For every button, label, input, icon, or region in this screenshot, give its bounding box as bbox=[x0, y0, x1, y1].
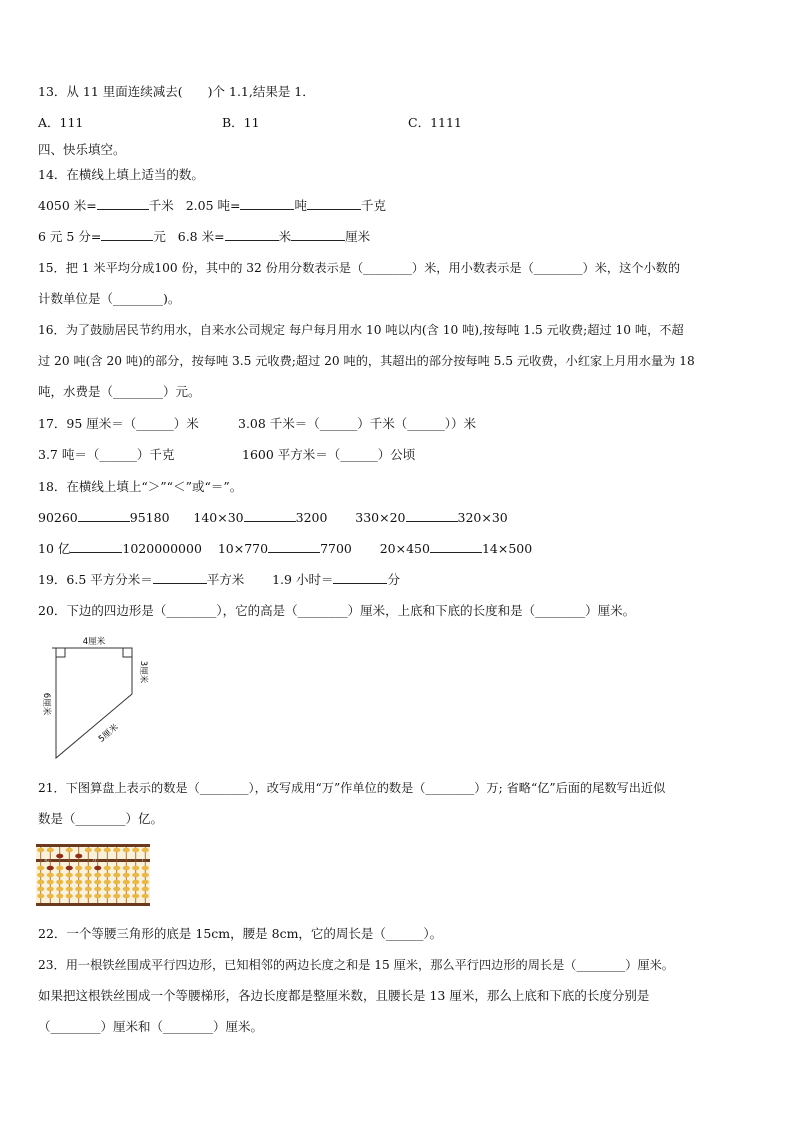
abacus-bead bbox=[56, 866, 63, 871]
q23-line1: 23．用一根铁丝围成平行四边形，已知相邻的两边长度之和是 15 厘米，那么平行四边形的周长是（________）厘米。 bbox=[38, 958, 674, 972]
answer-blank[interactable] bbox=[70, 541, 122, 553]
abacus-bead bbox=[142, 873, 149, 878]
abacus-bead bbox=[142, 894, 149, 899]
abacus-bead bbox=[66, 880, 73, 885]
abacus-bead bbox=[94, 894, 101, 899]
abacus-bead bbox=[66, 866, 73, 871]
q14-l2-c: 6.8 米= bbox=[177, 229, 225, 244]
abacus-bead bbox=[37, 880, 44, 885]
abacus-bead bbox=[85, 887, 92, 892]
right-angle-mark bbox=[123, 648, 132, 657]
abacus-bead bbox=[123, 887, 130, 892]
abacus-bead bbox=[56, 894, 63, 899]
abacus-bead bbox=[123, 848, 130, 853]
answer-blank[interactable] bbox=[430, 541, 482, 553]
q19-line bbox=[38, 572, 400, 588]
abacus-bead bbox=[47, 866, 54, 871]
abacus-bead bbox=[85, 866, 92, 871]
q16-line3: 吨，水费是（________）元。 bbox=[38, 384, 201, 399]
q18-item: 20×450 bbox=[379, 541, 430, 556]
trapezoid-figure bbox=[30, 632, 160, 767]
abacus-bead bbox=[85, 848, 92, 853]
q18-title: 18．在横线上填上“＞”“＜”或“＝”。 bbox=[38, 479, 243, 494]
answer-blank[interactable] bbox=[101, 229, 153, 241]
abacus-bead bbox=[75, 854, 82, 859]
abacus-bead bbox=[132, 848, 139, 853]
abacus-bead bbox=[142, 880, 149, 885]
right-angle-mark bbox=[56, 648, 65, 657]
abacus-bead bbox=[104, 866, 111, 871]
q18-item: 1020000000 bbox=[122, 541, 202, 556]
abacus-bead bbox=[37, 866, 44, 871]
q18-item: 320×30 bbox=[457, 510, 508, 525]
q14-l2-e: 厘米 bbox=[345, 229, 371, 244]
q16-line1: 16．为了鼓励居民节约用水，自来水公司规定 每户每月用水 10 吨以内(含 10 吨),按每吨 1.5 元收费;超过 10 吨，不超 bbox=[38, 323, 684, 337]
abacus-bead bbox=[37, 894, 44, 899]
q14-title: 14．在横线上填上适当的数。 bbox=[38, 167, 204, 182]
abacus-bead bbox=[132, 880, 139, 885]
abacus-bead bbox=[85, 880, 92, 885]
abacus-bead bbox=[142, 848, 149, 853]
slant-side-label: 5厘米 bbox=[96, 722, 121, 745]
q14-l1-d: 吨 bbox=[294, 198, 307, 213]
abacus-bead bbox=[56, 854, 63, 859]
abacus-bead bbox=[113, 848, 120, 853]
answer-blank[interactable] bbox=[225, 229, 279, 241]
abacus-bead bbox=[56, 873, 63, 878]
abacus-bead bbox=[94, 880, 101, 885]
q18-row2 bbox=[38, 541, 532, 557]
answer-blank[interactable] bbox=[78, 510, 130, 522]
abacus-bead bbox=[47, 887, 54, 892]
abacus-label: 个 bbox=[140, 857, 146, 863]
abacus-bead bbox=[132, 887, 139, 892]
answer-blank[interactable] bbox=[333, 572, 387, 584]
answer-blank[interactable] bbox=[153, 572, 207, 584]
abacus-bead bbox=[75, 887, 82, 892]
abacus-bead bbox=[94, 873, 101, 878]
q23-line3: （________）厘米和（________）厘米。 bbox=[38, 1019, 264, 1034]
abacus-bead bbox=[75, 894, 82, 899]
q14-line1 bbox=[38, 198, 386, 214]
abacus-bead bbox=[123, 894, 130, 899]
answer-blank[interactable] bbox=[307, 198, 361, 210]
abacus-bead bbox=[37, 848, 44, 853]
answer-blank[interactable] bbox=[244, 510, 296, 522]
q17-line2b: 1600 平方米＝（______）公顷 bbox=[242, 447, 416, 462]
abacus-bead bbox=[94, 848, 101, 853]
abacus-bead bbox=[104, 873, 111, 878]
q13-option-c: C．1111 bbox=[408, 115, 462, 130]
q18-item: 90260 bbox=[38, 510, 78, 525]
abacus-bead bbox=[113, 887, 120, 892]
abacus-bead bbox=[66, 873, 73, 878]
abacus-bead bbox=[113, 873, 120, 878]
q18-item: 7700 bbox=[320, 541, 352, 556]
abacus-bead bbox=[142, 887, 149, 892]
abacus-bead bbox=[75, 866, 82, 871]
q17-line1a: 17．95 厘米＝（______）米 bbox=[38, 416, 199, 431]
abacus-bead bbox=[113, 866, 120, 871]
abacus-bead bbox=[66, 887, 73, 892]
q15-line1: 15．把 1 米平均分成100 份，其中的 32 份用分数表示是（________）米，用小数表示是（________）米，这个小数的 bbox=[38, 261, 681, 275]
q21-line2: 数是（________）亿。 bbox=[38, 811, 164, 826]
q14-l1-c: 2.05 吨= bbox=[185, 198, 241, 213]
q21-line1: 21．下图算盘上表示的数是（________），改写成用“万”作单位的数是（________）万; 省略“亿”后面的尾数写出近似 bbox=[38, 781, 666, 795]
abacus-bead bbox=[75, 880, 82, 885]
q13-option-a: A．111 bbox=[38, 115, 84, 130]
top-side-label: 4厘米 bbox=[82, 637, 106, 647]
abacus-bead bbox=[142, 866, 149, 871]
q15-line2: 计数单位是（________)。 bbox=[38, 291, 181, 306]
q19-part: 分 bbox=[387, 572, 400, 587]
abacus-bead bbox=[104, 880, 111, 885]
q14-l1-a: 4050 米= bbox=[38, 198, 97, 213]
abacus-bead bbox=[47, 894, 54, 899]
abacus-bead bbox=[113, 894, 120, 899]
abacus-bead bbox=[56, 887, 63, 892]
answer-blank[interactable] bbox=[240, 198, 294, 210]
abacus-bead bbox=[75, 873, 82, 878]
abacus-bead bbox=[85, 873, 92, 878]
q18-item: 140×30 bbox=[193, 510, 244, 525]
q22-text: 22．一个等腰三角形的底是 15cm，腰是 8cm，它的周长是（______）。 bbox=[38, 926, 443, 941]
q18-item: 10 亿 bbox=[38, 541, 71, 556]
abacus-bead bbox=[66, 894, 73, 899]
abacus-bead bbox=[113, 880, 120, 885]
abacus-bead bbox=[47, 848, 54, 853]
q13-option-b: B．11 bbox=[222, 115, 260, 130]
abacus-bead bbox=[94, 887, 101, 892]
abacus-bead bbox=[104, 887, 111, 892]
abacus-bead bbox=[47, 880, 54, 885]
q19-part: 平方米 bbox=[206, 572, 245, 587]
right-side-label: 3厘米 bbox=[138, 660, 148, 684]
abacus-bead bbox=[123, 866, 130, 871]
q13-text: 13．从 11 里面连续减去( )个 1.1,结果是 1． bbox=[38, 84, 315, 99]
q14-l1-e: 千克 bbox=[361, 198, 387, 213]
abacus-figure bbox=[36, 844, 150, 906]
answer-blank[interactable] bbox=[291, 229, 345, 241]
abacus-bead bbox=[123, 880, 130, 885]
answer-blank[interactable] bbox=[268, 541, 320, 553]
abacus-bead bbox=[47, 873, 54, 878]
answer-blank[interactable] bbox=[97, 198, 149, 210]
left-side-label: 6厘米 bbox=[41, 692, 51, 716]
abacus-bead bbox=[37, 887, 44, 892]
abacus-bead bbox=[123, 873, 130, 878]
q19-part: 1.9 小时＝ bbox=[272, 572, 334, 587]
q18-item: 10×770 bbox=[217, 541, 269, 556]
q14-l2-b: 元 bbox=[153, 229, 166, 244]
q23-line2: 如果把这根铁丝围成一个等腰梯形，各边长度都是整厘米数，且腰长是 13 厘米，那么上底和下底的长度分别是 bbox=[38, 988, 650, 1003]
abacus-bead bbox=[132, 866, 139, 871]
abacus-bead bbox=[132, 873, 139, 878]
abacus-bead bbox=[104, 848, 111, 853]
q14-l2-d: 米 bbox=[278, 229, 292, 244]
q19-part: 19．6.5 平方分米＝ bbox=[38, 572, 153, 587]
q18-item: 14×500 bbox=[481, 541, 533, 556]
abacus-bead bbox=[132, 894, 139, 899]
q18-item: 3200 bbox=[295, 510, 328, 525]
abacus-bead bbox=[56, 880, 63, 885]
q18-row1 bbox=[38, 510, 508, 526]
q14-line2 bbox=[38, 229, 370, 245]
q14-l2-a: 6 元 5 分= bbox=[38, 229, 102, 244]
answer-blank[interactable] bbox=[406, 510, 458, 522]
abacus-bead bbox=[94, 866, 101, 871]
abacus-bead bbox=[104, 894, 111, 899]
q14-l1-b: 千米 bbox=[148, 198, 174, 213]
q20-text: 20．下边的四边形是（________），它的高是（________）厘米，上底和下底的长度和是（________）厘米。 bbox=[38, 603, 636, 618]
abacus-bead bbox=[85, 894, 92, 899]
q17-line1b: 3.08 千米＝（______）千米（______））米 bbox=[238, 416, 477, 431]
q18-item: 95180 bbox=[129, 510, 170, 525]
abacus-label: 亿 bbox=[44, 857, 50, 863]
section-heading: 四、快乐填空。 bbox=[38, 142, 126, 157]
abacus-label: 万 bbox=[92, 857, 98, 863]
abacus-bead bbox=[37, 873, 44, 878]
q17-line2a: 3.7 吨＝（______）千克 bbox=[38, 447, 175, 462]
q18-item: 330×20 bbox=[355, 510, 406, 525]
q16-line2: 过 20 吨(含 20 吨)的部分，按每吨 3.5 元收费;超过 20 吨的，其超出的部分按每吨 5.5 元收费，小红家上月用水量为 18 bbox=[38, 354, 695, 368]
abacus-bead bbox=[66, 848, 73, 853]
